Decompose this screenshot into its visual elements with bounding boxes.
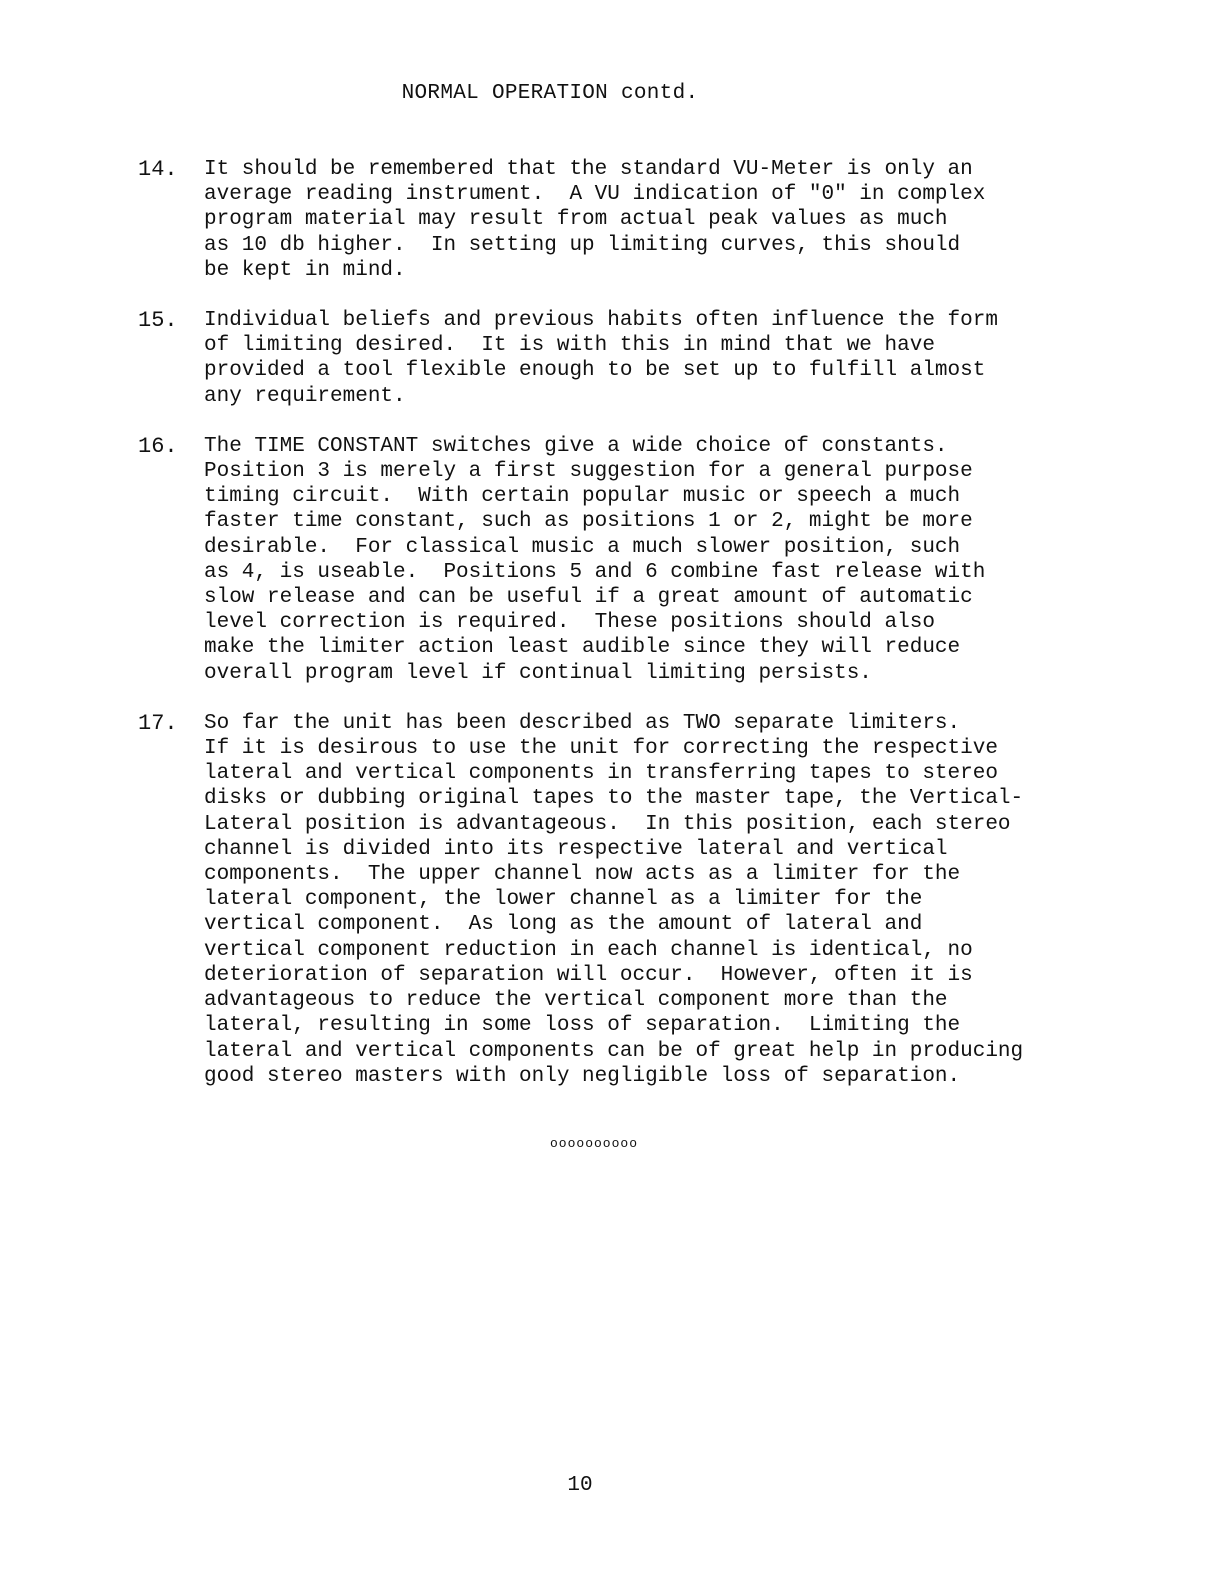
paragraph-number: 16.: [138, 433, 178, 459]
text-line: disks or dubbing original tapes to the master tape, the Vertical-: [204, 787, 1024, 811]
paragraph-number: 14.: [138, 157, 178, 182]
paragraph-14: [138, 157, 1038, 283]
text-line: slow release and can be useful if a great amount of automatic: [204, 586, 973, 610]
text-line: overall program level if continual limiting persists.: [204, 661, 872, 685]
text-line: lateral component, the lower channel as a limiter for the: [204, 888, 923, 912]
text-line: as 4, is useable. Positions 5 and 6 combine fast release with: [204, 560, 986, 584]
text-line: desirable. For classical music a much slower position, such: [204, 535, 961, 559]
paragraph-16: [138, 434, 1038, 686]
text-line: lateral and vertical components in transferring tapes to stereo: [204, 762, 998, 786]
text-line: lateral and vertical components can be of great help in producing: [204, 1039, 1024, 1063]
paragraph-text: [204, 308, 1038, 409]
section-end-separator: oooooooooo: [550, 1136, 639, 1151]
text-line: make the limiter action least audible since they will reduce: [204, 636, 961, 660]
page-heading: NORMAL OPERATION contd.: [401, 82, 699, 105]
text-line: It should be remembered that the standard VU-Meter is only an: [204, 158, 973, 181]
text-line: good stereo masters with only negligible loss of separation.: [204, 1064, 961, 1088]
text-line: average reading instrument. A VU indication of "0" in complex: [204, 183, 986, 207]
text-line: of limiting desired. It is with this in mind that we have: [204, 334, 935, 358]
text-line: The TIME CONSTANT switches give a wide choice of constants.: [204, 434, 948, 458]
text-line: timing circuit. With certain popular music or speech a much: [204, 485, 961, 509]
text-line: So far the unit has been described as TWO separate limiters.: [204, 711, 961, 735]
text-line: If it is desirous to use the unit for correcting the respective: [204, 737, 998, 761]
paragraph-text: [204, 434, 1038, 686]
text-line: program material may result from actual peak values as much: [204, 208, 948, 232]
text-line: as 10 db higher. In setting up limiting curves, this should: [204, 233, 961, 257]
text-line: vertical component reduction in each channel is identical, no: [204, 938, 973, 962]
text-line: any requirement.: [204, 384, 406, 408]
text-line: be kept in mind.: [204, 258, 406, 282]
paragraph-15: [138, 308, 1038, 409]
paragraph-17: [138, 711, 1038, 1089]
text-line: lateral, resulting in some loss of separation. Limiting the: [204, 1014, 961, 1038]
text-line: faster time constant, such as positions 1 or 2, might be more: [204, 510, 973, 534]
text-line: advantageous to reduce the vertical component more than the: [204, 989, 948, 1013]
text-line: vertical component. As long as the amount of lateral and: [204, 913, 923, 937]
numbered-paragraphs: [138, 157, 1038, 1114]
text-line: deterioration of separation will occur. However, often it is: [204, 963, 973, 987]
page-number: 10: [567, 1474, 593, 1497]
text-line: level correction is required. These positions should also: [204, 611, 935, 635]
paragraph-text: [204, 711, 1038, 1089]
text-line: channel is divided into its respective lateral and vertical: [204, 837, 948, 861]
paragraph-number: 15.: [138, 308, 178, 334]
paragraph-number: 17.: [138, 710, 178, 736]
text-line: components. The upper channel now acts as a limiter for the: [204, 863, 961, 887]
text-line: Lateral position is advantageous. In this position, each stereo: [204, 812, 1011, 836]
text-line: Position 3 is merely a first suggestion for a general purpose: [204, 460, 973, 484]
text-line: Individual beliefs and previous habits often influence the form: [204, 309, 998, 333]
text-line: provided a tool flexible enough to be set up to fulfill almost: [204, 359, 986, 383]
paragraph-text: [204, 157, 1038, 283]
